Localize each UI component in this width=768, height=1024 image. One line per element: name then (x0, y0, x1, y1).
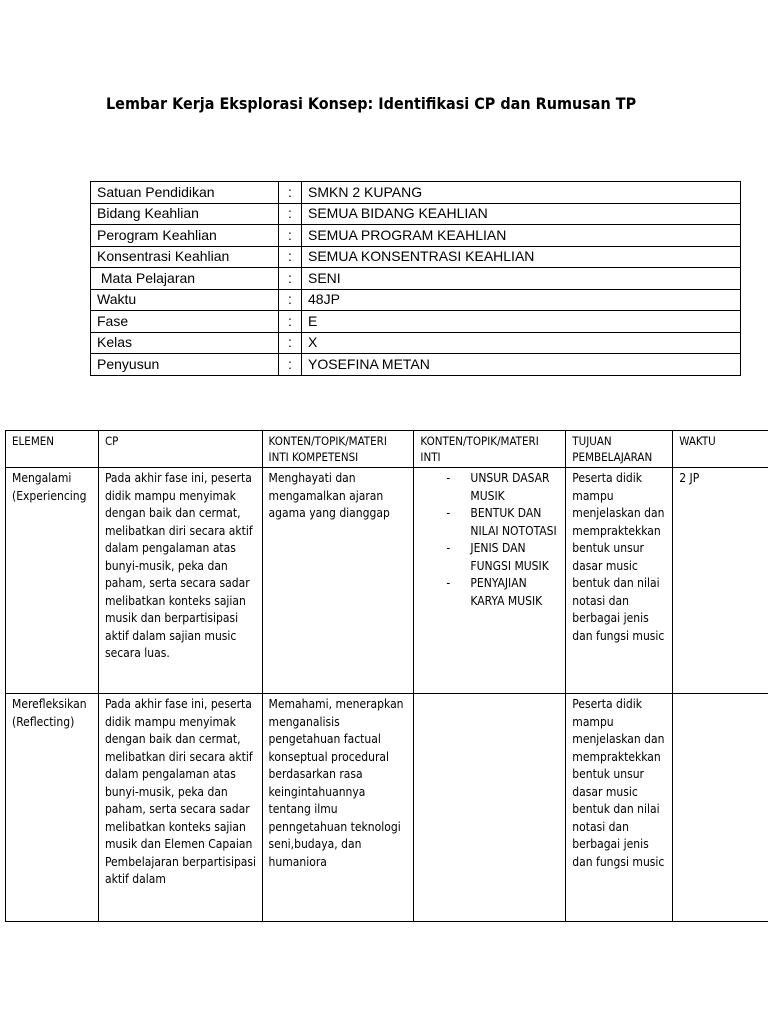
info-separator: : (279, 289, 302, 311)
list-item: - PENYAJIAN KARYA MUSIK (424, 575, 560, 610)
waktu-cell (673, 694, 768, 922)
info-value: E (302, 311, 741, 333)
topics-cell (414, 468, 566, 694)
info-value: YOSEFINA METAN (302, 354, 741, 376)
tujuan-cell: Peserta didik mampu menjelaskan dan mempraktekkan bentuk unsur dasar music bentuk dan nilai notasi dan berbagai jenis dan fungsi music (566, 468, 673, 694)
header-waktu: WAKTU (673, 431, 768, 468)
info-separator: : (279, 203, 302, 225)
info-label: Mata Pelajaran (91, 268, 279, 290)
info-label: Waktu (91, 289, 279, 311)
header-elemen: ELEMEN (6, 431, 99, 468)
info-row (91, 246, 741, 268)
info-row (91, 332, 741, 354)
info-value: SMKN 2 KUPANG (302, 182, 741, 204)
konten-kompetensi-cell: Memahami, menerapkan menganalisis pengetahuan factual konseptual procedural berdasarkan rasa keingintahuannya tentang ilmu penngetahuan teknologi seni,budaya, dan humaniora (262, 694, 414, 922)
waktu-cell: 2 JP (673, 468, 768, 694)
info-separator: : (279, 332, 302, 354)
identity-table (90, 181, 741, 376)
info-label: Fase (91, 311, 279, 333)
info-row (91, 354, 741, 376)
info-label: Konsentrasi Keahlian (91, 246, 279, 268)
info-value: SEMUA PROGRAM KEAHLIAN (302, 225, 741, 247)
info-separator: : (279, 182, 302, 204)
info-row (91, 225, 741, 247)
info-row (91, 182, 741, 204)
info-row (91, 268, 741, 290)
info-label: Penyusun (91, 354, 279, 376)
header-cp: CP (98, 431, 262, 468)
document-title: Lembar Kerja Eksplorasi Konsep: Identifikasi CP dan Rumusan TP (106, 94, 637, 113)
info-separator: : (279, 246, 302, 268)
info-separator: : (279, 225, 302, 247)
konten-kompetensi-cell: Menghayati dan mengamalkan ajaran agama yang dianggap (262, 468, 414, 694)
info-value: X (302, 332, 741, 354)
list-item: - JENIS DAN FUNGSI MUSIK (424, 540, 560, 575)
info-value: SENI (302, 268, 741, 290)
header-tujuan: TUJUAN PEMBELAJARAN (566, 431, 673, 468)
table-row (6, 694, 768, 922)
info-row (91, 203, 741, 225)
info-separator: : (279, 268, 302, 290)
info-separator: : (279, 311, 302, 333)
header-row (6, 431, 768, 468)
cp-cell: Pada akhir fase ini, peserta didik mampu menyimak dengan baik dan cermat, melibatkan diri secara aktif dalam pengalaman atas bunyi-musik, peka dan paham, serta secara sadar melibatkan konteks sajian musik dan berpartisipasi aktif dalam sajian music secara luas. (98, 468, 262, 694)
info-value: SEMUA KONSENTRASI KEAHLIAN (302, 246, 741, 268)
info-label: Kelas (91, 332, 279, 354)
topic-list (420, 470, 560, 610)
info-value: SEMUA BIDANG KEAHLIAN (302, 203, 741, 225)
info-row (91, 311, 741, 333)
info-label: Perogram Keahlian (91, 225, 279, 247)
header-konten-inti: KONTEN/TOPIK/MATERI INTI (414, 431, 566, 468)
list-item: - UNSUR DASAR MUSIK (424, 470, 560, 505)
info-label: Bidang Keahlian (91, 203, 279, 225)
tujuan-cell: Peserta didik mampu menjelaskan dan mempraktekkan bentuk unsur dasar music bentuk dan nilai notasi dan berbagai jenis dan fungsi music (566, 694, 673, 922)
cp-cell: Pada akhir fase ini, peserta didik mampu menyimak dengan baik dan cermat, melibatkan diri secara aktif dalam pengalaman atas bunyi-musik, peka dan paham, serta secara sadar melibatkan konteks sajian musik dan Elemen Capaian Pembelajaran berpartisipasi aktif dalam (98, 694, 262, 922)
info-label: Satuan Pendidikan (91, 182, 279, 204)
info-value: 48JP (302, 289, 741, 311)
elemen-cell: Mengalami (Experiencing (6, 468, 99, 694)
info-row (91, 289, 741, 311)
topics-cell (414, 694, 566, 922)
list-item: - BENTUK DAN NILAI NOTOTASI (424, 505, 560, 540)
elemen-cell: Merefleksikan (Reflecting) (6, 694, 99, 922)
cp-tp-table (5, 430, 768, 922)
table-row (6, 468, 768, 694)
info-separator: : (279, 354, 302, 376)
header-konten-kompetensi: KONTEN/TOPIK/MATERI INTI KOMPETENSI (262, 431, 414, 468)
